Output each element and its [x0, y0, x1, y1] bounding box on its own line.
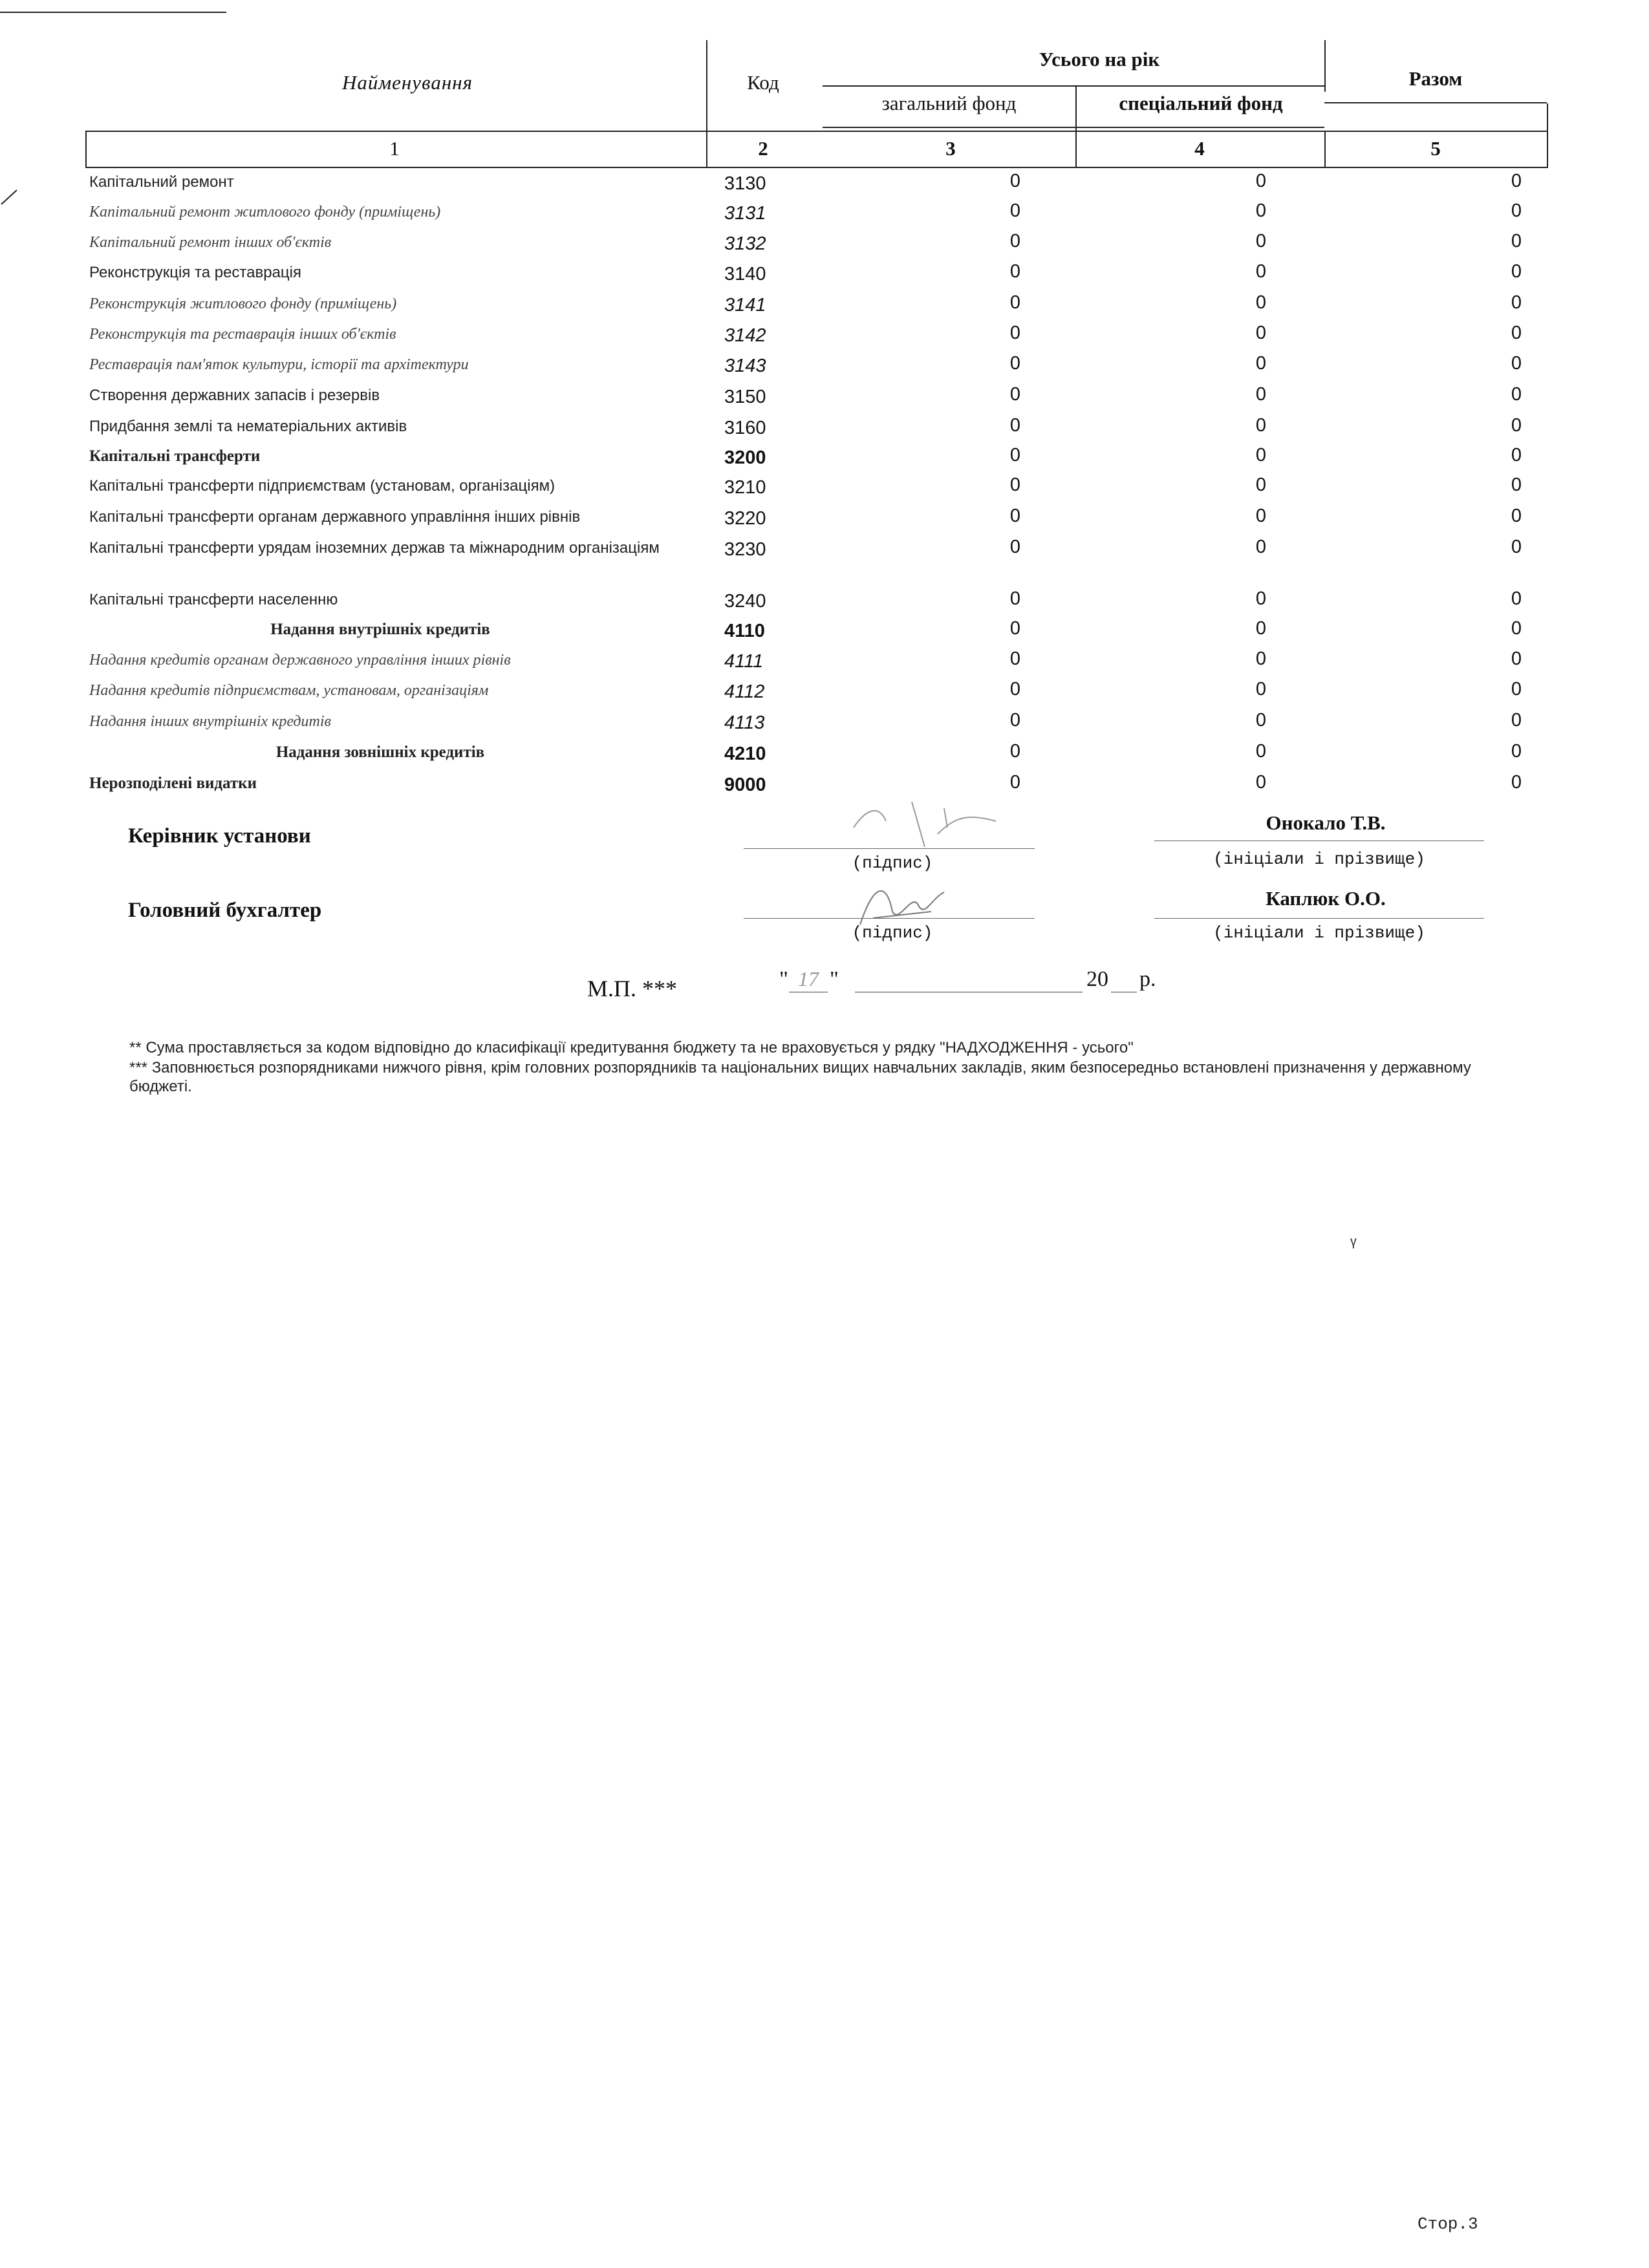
row-value-v1: 0 — [1009, 292, 1020, 313]
table-row — [89, 741, 1551, 773]
row-code: 9000 — [724, 775, 766, 795]
row-value-v3: 0 — [1511, 588, 1522, 609]
row-value-v2: 0 — [1255, 710, 1266, 731]
col-number-4: 4 — [1194, 137, 1205, 160]
row-code: 3210 — [724, 477, 766, 498]
table-row — [89, 353, 1551, 385]
row-value-v1: 0 — [1009, 772, 1020, 793]
header-sum-column: Разом — [1408, 67, 1463, 90]
row-value-v3: 0 — [1511, 537, 1522, 557]
row-value-v3: 0 — [1511, 231, 1522, 251]
table-row — [89, 292, 1551, 325]
row-code: 3240 — [724, 591, 766, 612]
table-row — [89, 618, 1551, 650]
row-value-v2: 0 — [1255, 588, 1266, 609]
row-code: 4113 — [724, 712, 765, 733]
page-number: Стор.3 — [1417, 2214, 1478, 2234]
row-value-v3: 0 — [1511, 710, 1522, 731]
row-value-v2: 0 — [1255, 171, 1266, 191]
row-code: 3230 — [724, 539, 766, 560]
table-row — [89, 508, 1551, 538]
row-value-v2: 0 — [1255, 415, 1266, 436]
header-name-column: Найменування — [342, 71, 473, 94]
row-value-v1: 0 — [1009, 588, 1020, 609]
row-value-v2: 0 — [1255, 353, 1266, 374]
row-name: Капітальні трансферти населенню — [89, 591, 338, 608]
row-value-v3: 0 — [1511, 772, 1522, 793]
row-value-v3: 0 — [1511, 475, 1522, 495]
row-value-v2: 0 — [1255, 648, 1266, 669]
row-value-v1: 0 — [1009, 384, 1020, 405]
head-signature-icon — [834, 789, 1009, 853]
row-name: Реставрація пам'яток культури, історії та архітектури — [89, 356, 469, 373]
col-number-2: 2 — [758, 137, 768, 160]
row-code: 3142 — [724, 325, 766, 346]
row-name: Капітальний ремонт — [89, 173, 234, 191]
date-day: 17 — [798, 967, 819, 990]
row-value-v2: 0 — [1255, 618, 1266, 639]
row-value-v2: 0 — [1255, 741, 1266, 762]
header-total-year: Усього на рік — [1039, 48, 1160, 70]
row-value-v3: 0 — [1511, 415, 1522, 436]
row-code: 3130 — [724, 173, 766, 194]
row-value-v2: 0 — [1255, 537, 1266, 557]
row-value-v1: 0 — [1009, 475, 1020, 495]
row-code: 3131 — [724, 203, 766, 224]
row-value-v2: 0 — [1255, 231, 1266, 251]
scan-mark-line — [0, 12, 226, 13]
row-code: 3200 — [724, 447, 766, 468]
table-row — [89, 447, 1551, 477]
row-value-v1: 0 — [1009, 323, 1020, 343]
row-code: 3150 — [724, 387, 766, 407]
head-label: Керівник установи — [128, 824, 311, 848]
row-value-v3: 0 — [1511, 384, 1522, 405]
row-name: Реконструкція та реставрація — [89, 264, 302, 281]
row-code: 3160 — [724, 418, 766, 438]
head-name: Онокало Т.В. — [1266, 811, 1386, 834]
col-number-3: 3 — [945, 137, 956, 160]
row-value-v3: 0 — [1511, 261, 1522, 282]
accountant-label: Головний бухгалтер — [128, 899, 322, 922]
row-code: 4210 — [724, 744, 766, 764]
check-mark-icon — [0, 187, 19, 207]
header-special-fund: спеціальний фонд — [1119, 92, 1283, 114]
row-value-v3: 0 — [1511, 292, 1522, 313]
table-row — [89, 173, 1551, 203]
row-name: Придбання землі та нематеріальних активів — [89, 418, 407, 435]
row-name: Капітальні трансферти органам державного управління інших рівнів — [89, 508, 581, 526]
row-name: Надання кредитів підприємствам, установам, організаціям — [89, 682, 489, 699]
col-number-1: 1 — [389, 137, 400, 160]
row-code: 3220 — [724, 508, 766, 529]
row-value-v1: 0 — [1009, 741, 1020, 762]
row-name: Капітальний ремонт інших об'єктів — [89, 234, 332, 251]
scan-artifact: ᵞ — [1350, 1234, 1357, 1255]
row-code: 4111 — [724, 651, 764, 672]
row-value-v2: 0 — [1255, 200, 1266, 221]
date-suffix: р. — [1139, 967, 1156, 991]
footnote-2: *** Заповнюється розпорядниками нижчого рівня, крім головних розпорядників та національних вищих навчальних закладів, яким безпосередньо встановлені призначення у державному бюджеті. — [129, 1059, 1471, 1095]
row-value-v3: 0 — [1511, 506, 1522, 526]
row-name: Надання зовнішніх кредитів — [275, 744, 485, 761]
header-general-fund: загальний фонд — [881, 92, 1017, 114]
date-quote-close: " — [830, 967, 839, 991]
row-value-v1: 0 — [1009, 415, 1020, 436]
footnote-1: ** Сума проставляється за кодом відповідно до класифікації кредитування бюджету та не враховується у рядку "НАДХОДЖЕННЯ - усього" — [129, 1039, 1134, 1056]
row-code: 3143 — [724, 356, 766, 376]
table-row — [89, 200, 1551, 233]
row-value-v2: 0 — [1255, 445, 1266, 465]
row-name: Надання внутрішніх кредитів — [270, 621, 490, 638]
header-code-column: Код — [747, 71, 779, 94]
row-value-v3: 0 — [1511, 648, 1522, 669]
mp-label: М.П. *** — [587, 976, 678, 1001]
row-name: Капітальні трансферти підприємствам (установам, організаціям) — [89, 477, 555, 495]
row-name: Реконструкція житлового фонду (приміщень) — [89, 295, 397, 312]
table-row — [89, 588, 1551, 621]
row-value-v2: 0 — [1255, 384, 1266, 405]
row-value-v1: 0 — [1009, 537, 1020, 557]
head-initials-caption: (ініціали і прізвище) — [1213, 850, 1425, 869]
accountant-sign-caption: (підпис) — [852, 923, 933, 943]
table-row — [89, 648, 1551, 681]
table-row — [89, 681, 1551, 711]
row-value-v1: 0 — [1009, 261, 1020, 282]
row-value-v3: 0 — [1511, 200, 1522, 221]
row-value-v1: 0 — [1009, 618, 1020, 639]
row-value-v3: 0 — [1511, 353, 1522, 374]
row-name: Реконструкція та реставрація інших об'єктів — [89, 326, 396, 343]
table-row — [89, 384, 1551, 416]
row-name: Надання кредитів органам державного управління інших рівнів — [89, 652, 511, 669]
row-value-v2: 0 — [1255, 292, 1266, 313]
row-value-v2: 0 — [1255, 323, 1266, 343]
row-name: Капітальні трансферти — [89, 447, 261, 465]
row-name: Нерозподілені видатки — [89, 775, 257, 792]
table-row — [89, 325, 1551, 355]
row-value-v2: 0 — [1255, 475, 1266, 495]
row-value-v1: 0 — [1009, 506, 1020, 526]
table-row — [89, 712, 1551, 742]
row-code: 4112 — [724, 681, 765, 702]
row-value-v1: 0 — [1009, 679, 1020, 700]
row-name: Надання інших внутрішніх кредитів — [89, 713, 331, 730]
row-value-v1: 0 — [1009, 710, 1020, 731]
table-row — [89, 539, 1551, 569]
row-value-v3: 0 — [1511, 618, 1522, 639]
row-value-v3: 0 — [1511, 679, 1522, 700]
row-code: 3140 — [724, 264, 766, 284]
table-row — [89, 261, 1551, 294]
row-value-v3: 0 — [1511, 445, 1522, 465]
row-value-v1: 0 — [1009, 200, 1020, 221]
table-row — [89, 477, 1551, 507]
col-number-5: 5 — [1430, 137, 1441, 160]
row-value-v2: 0 — [1255, 261, 1266, 282]
row-name: Капітальні трансферти урядам іноземних держав та міжнародним організаціям — [89, 539, 660, 557]
row-value-v3: 0 — [1511, 323, 1522, 343]
row-value-v1: 0 — [1009, 445, 1020, 465]
row-value-v3: 0 — [1511, 741, 1522, 762]
date-quote-open: " — [779, 967, 788, 991]
accountant-initials-caption: (ініціали і прізвище) — [1213, 923, 1425, 943]
head-sign-caption: (підпис) — [852, 853, 933, 873]
row-value-v2: 0 — [1255, 679, 1266, 700]
row-value-v1: 0 — [1009, 231, 1020, 251]
row-value-v1: 0 — [1009, 353, 1020, 374]
row-name: Капітальний ремонт житлового фонду (приміщень) — [89, 204, 441, 220]
row-value-v1: 0 — [1009, 171, 1020, 191]
accountant-name: Каплюк О.О. — [1266, 887, 1386, 910]
row-value-v1: 0 — [1009, 648, 1020, 669]
table-row — [89, 233, 1551, 263]
row-value-v3: 0 — [1511, 171, 1522, 191]
date-year-prefix: 20 — [1086, 967, 1108, 991]
row-name: Створення державних запасів і резервів — [89, 387, 380, 404]
row-code: 3132 — [724, 233, 766, 254]
row-value-v2: 0 — [1255, 506, 1266, 526]
row-value-v2: 0 — [1255, 772, 1266, 793]
table-row — [89, 772, 1551, 804]
row-code: 3141 — [724, 295, 766, 316]
accountant-signature-icon — [834, 873, 964, 931]
row-code: 4110 — [724, 621, 765, 641]
table-row — [89, 415, 1551, 447]
